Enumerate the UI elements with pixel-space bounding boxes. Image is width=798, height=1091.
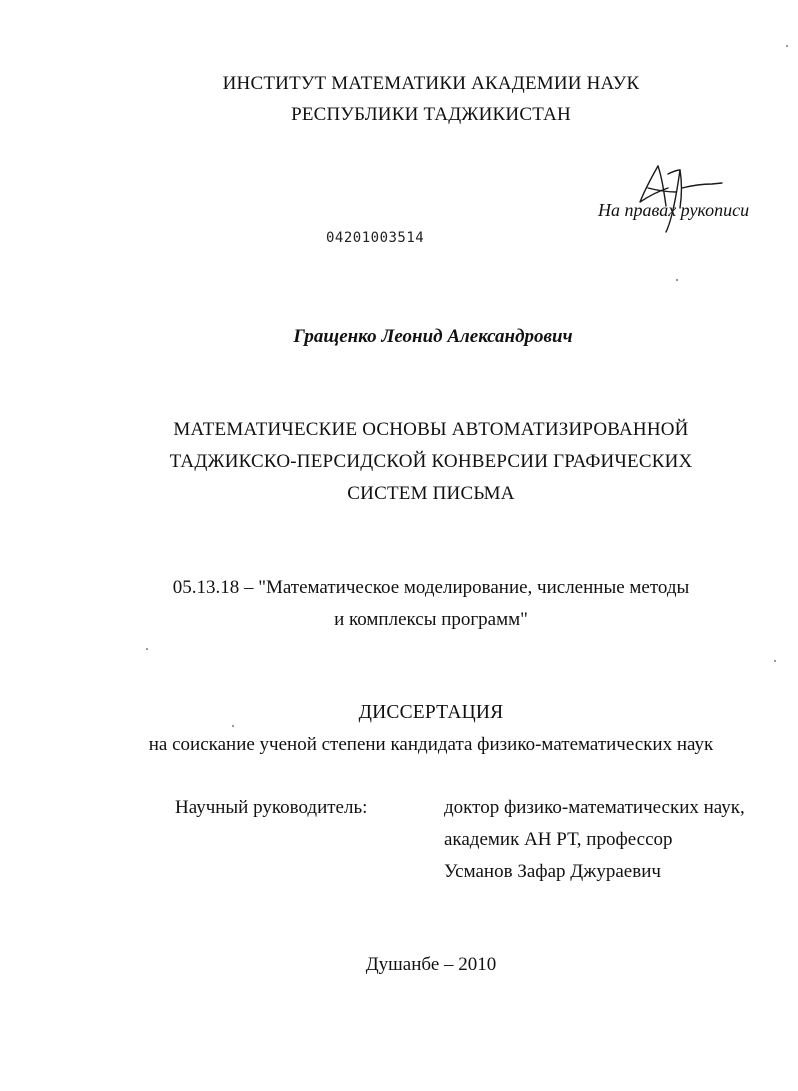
degree-description: на соискание ученой степени кандидата физико-математических наук bbox=[148, 734, 714, 755]
scan-speck bbox=[232, 725, 234, 727]
dissertation-title-line-3: СИСТЕМ ПИСЬМА bbox=[347, 483, 515, 504]
supervisor-rank: академик АН РТ, профессор bbox=[444, 829, 673, 850]
scan-speck bbox=[676, 279, 678, 281]
author-name: Гращенко Леонид Александрович bbox=[293, 326, 573, 347]
dissertation-title-line-1: МАТЕМАТИЧЕСКИЕ ОСНОВЫ АВТОМАТИЗИРОВАННОЙ bbox=[173, 419, 689, 440]
scan-speck bbox=[786, 45, 788, 47]
institute-name-line-2: РЕСПУБЛИКИ ТАДЖИКИСТАН bbox=[291, 104, 571, 125]
handwritten-signature bbox=[628, 158, 724, 234]
supervisor-degree: доктор физико-математических наук, bbox=[444, 797, 745, 818]
supervisor-name: Усманов Зафар Джураевич bbox=[444, 861, 661, 882]
place-and-year: Душанбе – 2010 bbox=[365, 954, 497, 975]
specialty-line-2: и комплексы программ" bbox=[334, 609, 528, 630]
dissertation-title-line-2: ТАДЖИКСКО-ПЕРСИДСКОЙ КОНВЕРСИИ ГРАФИЧЕСКИХ bbox=[169, 451, 693, 472]
supervisor-label: Научный руководитель: bbox=[175, 797, 368, 818]
manuscript-note: На правах рукописи bbox=[598, 200, 750, 220]
archive-stamp-number: 04201003514 bbox=[326, 230, 425, 246]
document-type: ДИССЕРТАЦИЯ bbox=[358, 702, 504, 723]
specialty-line-1: 05.13.18 – "Математическое моделирование, численные методы bbox=[172, 577, 690, 598]
scan-speck bbox=[146, 648, 148, 650]
scan-speck bbox=[774, 660, 776, 662]
institute-name-line-1: ИНСТИТУТ МАТЕМАТИКИ АКАДЕМИИ НАУК bbox=[222, 73, 640, 94]
